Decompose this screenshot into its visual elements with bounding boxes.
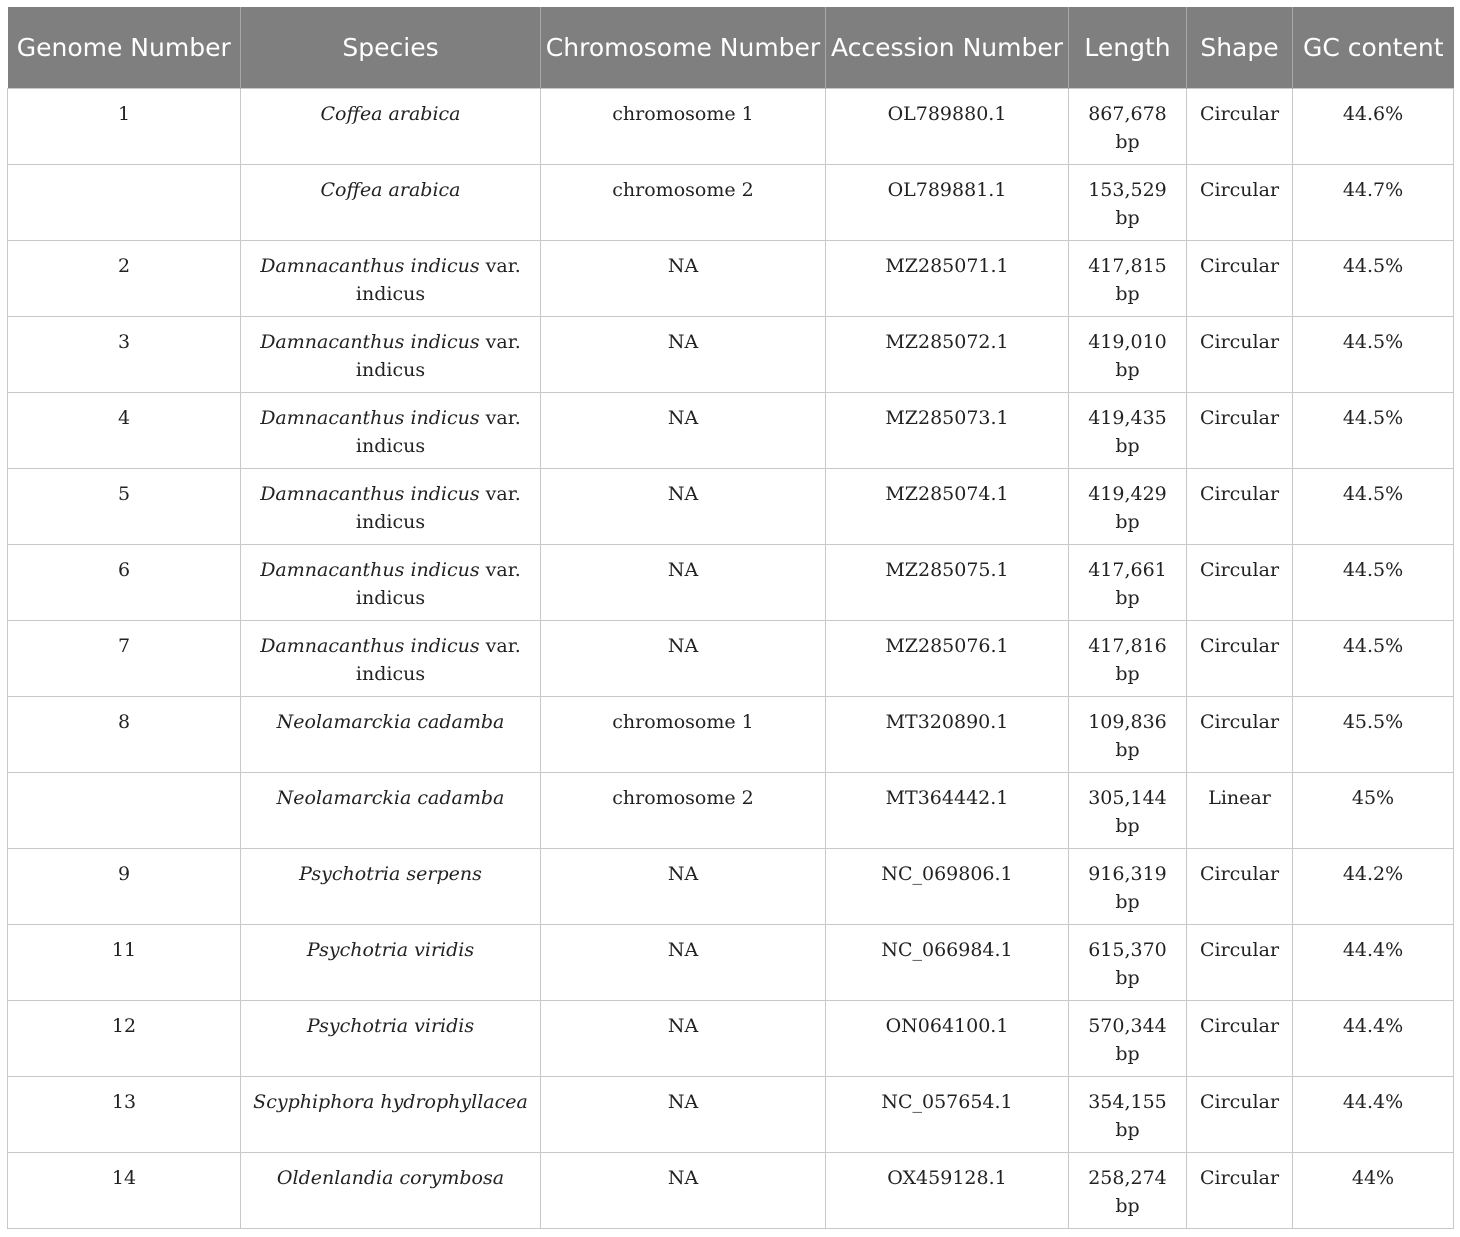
length-cell: 258,274 bp (1069, 1152, 1187, 1228)
gc-content-cell: 44.6% (1293, 88, 1454, 164)
genome-number-cell: 6 (8, 544, 241, 620)
genome-number-cell (8, 164, 241, 240)
gc-content-cell: 45.5% (1293, 696, 1454, 772)
gc-content-cell: 44.5% (1293, 544, 1454, 620)
length-cell: 419,010 bp (1069, 316, 1187, 392)
header-row (8, 7, 1454, 88)
species-variety: var. indicus (355, 558, 521, 609)
header-chromosome-number: Chromosome Number (541, 7, 826, 88)
chromosome-number-cell: chromosome 1 (541, 696, 826, 772)
header-species: Species (241, 7, 541, 88)
shape-cell: Circular (1187, 696, 1293, 772)
shape-cell: Circular (1187, 1152, 1293, 1228)
table-row (8, 544, 1454, 620)
accession-number-cell: MZ285075.1 (826, 544, 1069, 620)
species-name: Damnacanthus indicus (260, 558, 480, 581)
table-row (8, 620, 1454, 696)
length-cell: 417,816 bp (1069, 620, 1187, 696)
shape-cell: Circular (1187, 164, 1293, 240)
header-length: Length (1069, 7, 1187, 88)
species-name: Neolamarckia cadamba (276, 710, 505, 733)
shape-cell: Circular (1187, 468, 1293, 544)
length-cell: 417,661 bp (1069, 544, 1187, 620)
gc-content-cell: 44.5% (1293, 316, 1454, 392)
species-cell (241, 924, 541, 1000)
species-variety: var. indicus (355, 330, 521, 381)
chromosome-number-cell: NA (541, 240, 826, 316)
accession-number-cell: NC_057654.1 (826, 1076, 1069, 1152)
accession-number-cell: MZ285073.1 (826, 392, 1069, 468)
length-cell: 419,435 bp (1069, 392, 1187, 468)
accession-number-cell: OL789880.1 (826, 88, 1069, 164)
gc-content-cell: 44.2% (1293, 848, 1454, 924)
chromosome-number-cell: NA (541, 316, 826, 392)
length-cell: 354,155 bp (1069, 1076, 1187, 1152)
accession-number-cell: NC_069806.1 (826, 848, 1069, 924)
header-gc-content: GC content (1293, 7, 1454, 88)
shape-cell: Circular (1187, 316, 1293, 392)
shape-cell: Circular (1187, 848, 1293, 924)
species-cell (241, 696, 541, 772)
species-cell (241, 392, 541, 468)
table-row (8, 1076, 1454, 1152)
shape-cell: Circular (1187, 620, 1293, 696)
chromosome-number-cell: NA (541, 848, 826, 924)
species-name: Oldenlandia corymbosa (276, 1166, 505, 1189)
table-row (8, 848, 1454, 924)
genome-number-cell: 11 (8, 924, 241, 1000)
gc-content-cell: 44.5% (1293, 468, 1454, 544)
gc-content-cell: 44% (1293, 1152, 1454, 1228)
table-row (8, 392, 1454, 468)
species-name: Neolamarckia cadamba (276, 786, 505, 809)
chromosome-number-cell: NA (541, 924, 826, 1000)
table-row (8, 696, 1454, 772)
gc-content-cell: 44.5% (1293, 620, 1454, 696)
genome-number-cell: 5 (8, 468, 241, 544)
species-cell (241, 848, 541, 924)
shape-cell: Circular (1187, 1000, 1293, 1076)
species-variety: var. indicus (355, 406, 521, 457)
chromosome-number-cell: chromosome 1 (541, 88, 826, 164)
species-cell (241, 772, 541, 848)
accession-number-cell: MZ285076.1 (826, 620, 1069, 696)
species-cell (241, 240, 541, 316)
species-name: Psychotria viridis (306, 938, 475, 961)
gc-content-cell: 44.7% (1293, 164, 1454, 240)
table-row (8, 1000, 1454, 1076)
gc-content-cell: 44.4% (1293, 1076, 1454, 1152)
genome-number-cell: 14 (8, 1152, 241, 1228)
gc-content-cell: 45% (1293, 772, 1454, 848)
chromosome-number-cell: NA (541, 468, 826, 544)
species-name: Damnacanthus indicus (260, 330, 480, 353)
accession-number-cell: MT320890.1 (826, 696, 1069, 772)
length-cell: 615,370 bp (1069, 924, 1187, 1000)
species-cell (241, 88, 541, 164)
table-body (8, 88, 1454, 1228)
accession-number-cell: MT364442.1 (826, 772, 1069, 848)
shape-cell: Linear (1187, 772, 1293, 848)
species-variety: var. indicus (355, 482, 521, 533)
species-name: Psychotria serpens (299, 862, 482, 885)
genome-number-cell: 13 (8, 1076, 241, 1152)
genome-table (7, 7, 1454, 1229)
table-row (8, 772, 1454, 848)
genome-number-cell: 8 (8, 696, 241, 772)
species-cell (241, 1152, 541, 1228)
species-name: Scyphiphora hydrophyllacea (253, 1090, 528, 1113)
species-cell (241, 316, 541, 392)
length-cell: 570,344 bp (1069, 1000, 1187, 1076)
chromosome-number-cell: chromosome 2 (541, 164, 826, 240)
chromosome-number-cell: NA (541, 392, 826, 468)
accession-number-cell: OX459128.1 (826, 1152, 1069, 1228)
genome-number-cell: 3 (8, 316, 241, 392)
species-cell (241, 1076, 541, 1152)
accession-number-cell: MZ285071.1 (826, 240, 1069, 316)
length-cell: 109,836 bp (1069, 696, 1187, 772)
species-name: Coffea arabica (320, 178, 461, 201)
length-cell: 305,144 bp (1069, 772, 1187, 848)
table-row (8, 88, 1454, 164)
length-cell: 916,319 bp (1069, 848, 1187, 924)
species-variety: var. indicus (355, 634, 521, 685)
gc-content-cell: 44.4% (1293, 924, 1454, 1000)
shape-cell: Circular (1187, 240, 1293, 316)
length-cell: 153,529 bp (1069, 164, 1187, 240)
chromosome-number-cell: NA (541, 1152, 826, 1228)
shape-cell: Circular (1187, 88, 1293, 164)
genome-number-cell: 4 (8, 392, 241, 468)
header-accession-number: Accession Number (826, 7, 1069, 88)
species-cell (241, 164, 541, 240)
gc-content-cell: 44.4% (1293, 1000, 1454, 1076)
table-row (8, 468, 1454, 544)
gc-content-cell: 44.5% (1293, 240, 1454, 316)
species-cell (241, 544, 541, 620)
species-name: Coffea arabica (320, 102, 461, 125)
chromosome-number-cell: NA (541, 620, 826, 696)
table-row (8, 1152, 1454, 1228)
genome-number-cell (8, 772, 241, 848)
species-cell (241, 620, 541, 696)
accession-number-cell: OL789881.1 (826, 164, 1069, 240)
table-header (8, 7, 1454, 88)
chromosome-number-cell: NA (541, 1000, 826, 1076)
genome-number-cell: 9 (8, 848, 241, 924)
species-cell (241, 1000, 541, 1076)
table-row (8, 316, 1454, 392)
accession-number-cell: NC_066984.1 (826, 924, 1069, 1000)
table-row (8, 924, 1454, 1000)
species-name: Damnacanthus indicus (260, 254, 480, 277)
header-shape: Shape (1187, 7, 1293, 88)
genome-number-cell: 2 (8, 240, 241, 316)
length-cell: 867,678 bp (1069, 88, 1187, 164)
shape-cell: Circular (1187, 544, 1293, 620)
species-variety: var. indicus (355, 254, 521, 305)
accession-number-cell: MZ285072.1 (826, 316, 1069, 392)
length-cell: 419,429 bp (1069, 468, 1187, 544)
species-name: Psychotria viridis (306, 1014, 475, 1037)
species-name: Damnacanthus indicus (260, 406, 480, 429)
genome-number-cell: 7 (8, 620, 241, 696)
shape-cell: Circular (1187, 392, 1293, 468)
chromosome-number-cell: NA (541, 1076, 826, 1152)
accession-number-cell: MZ285074.1 (826, 468, 1069, 544)
gc-content-cell: 44.5% (1293, 392, 1454, 468)
header-genome-number: Genome Number (8, 7, 241, 88)
species-name: Damnacanthus indicus (260, 482, 480, 505)
shape-cell: Circular (1187, 1076, 1293, 1152)
chromosome-number-cell: NA (541, 544, 826, 620)
accession-number-cell: ON064100.1 (826, 1000, 1069, 1076)
table-row (8, 240, 1454, 316)
genome-number-cell: 12 (8, 1000, 241, 1076)
species-cell (241, 468, 541, 544)
species-name: Damnacanthus indicus (260, 634, 480, 657)
chromosome-number-cell: chromosome 2 (541, 772, 826, 848)
shape-cell: Circular (1187, 924, 1293, 1000)
table-row (8, 164, 1454, 240)
length-cell: 417,815 bp (1069, 240, 1187, 316)
genome-number-cell: 1 (8, 88, 241, 164)
